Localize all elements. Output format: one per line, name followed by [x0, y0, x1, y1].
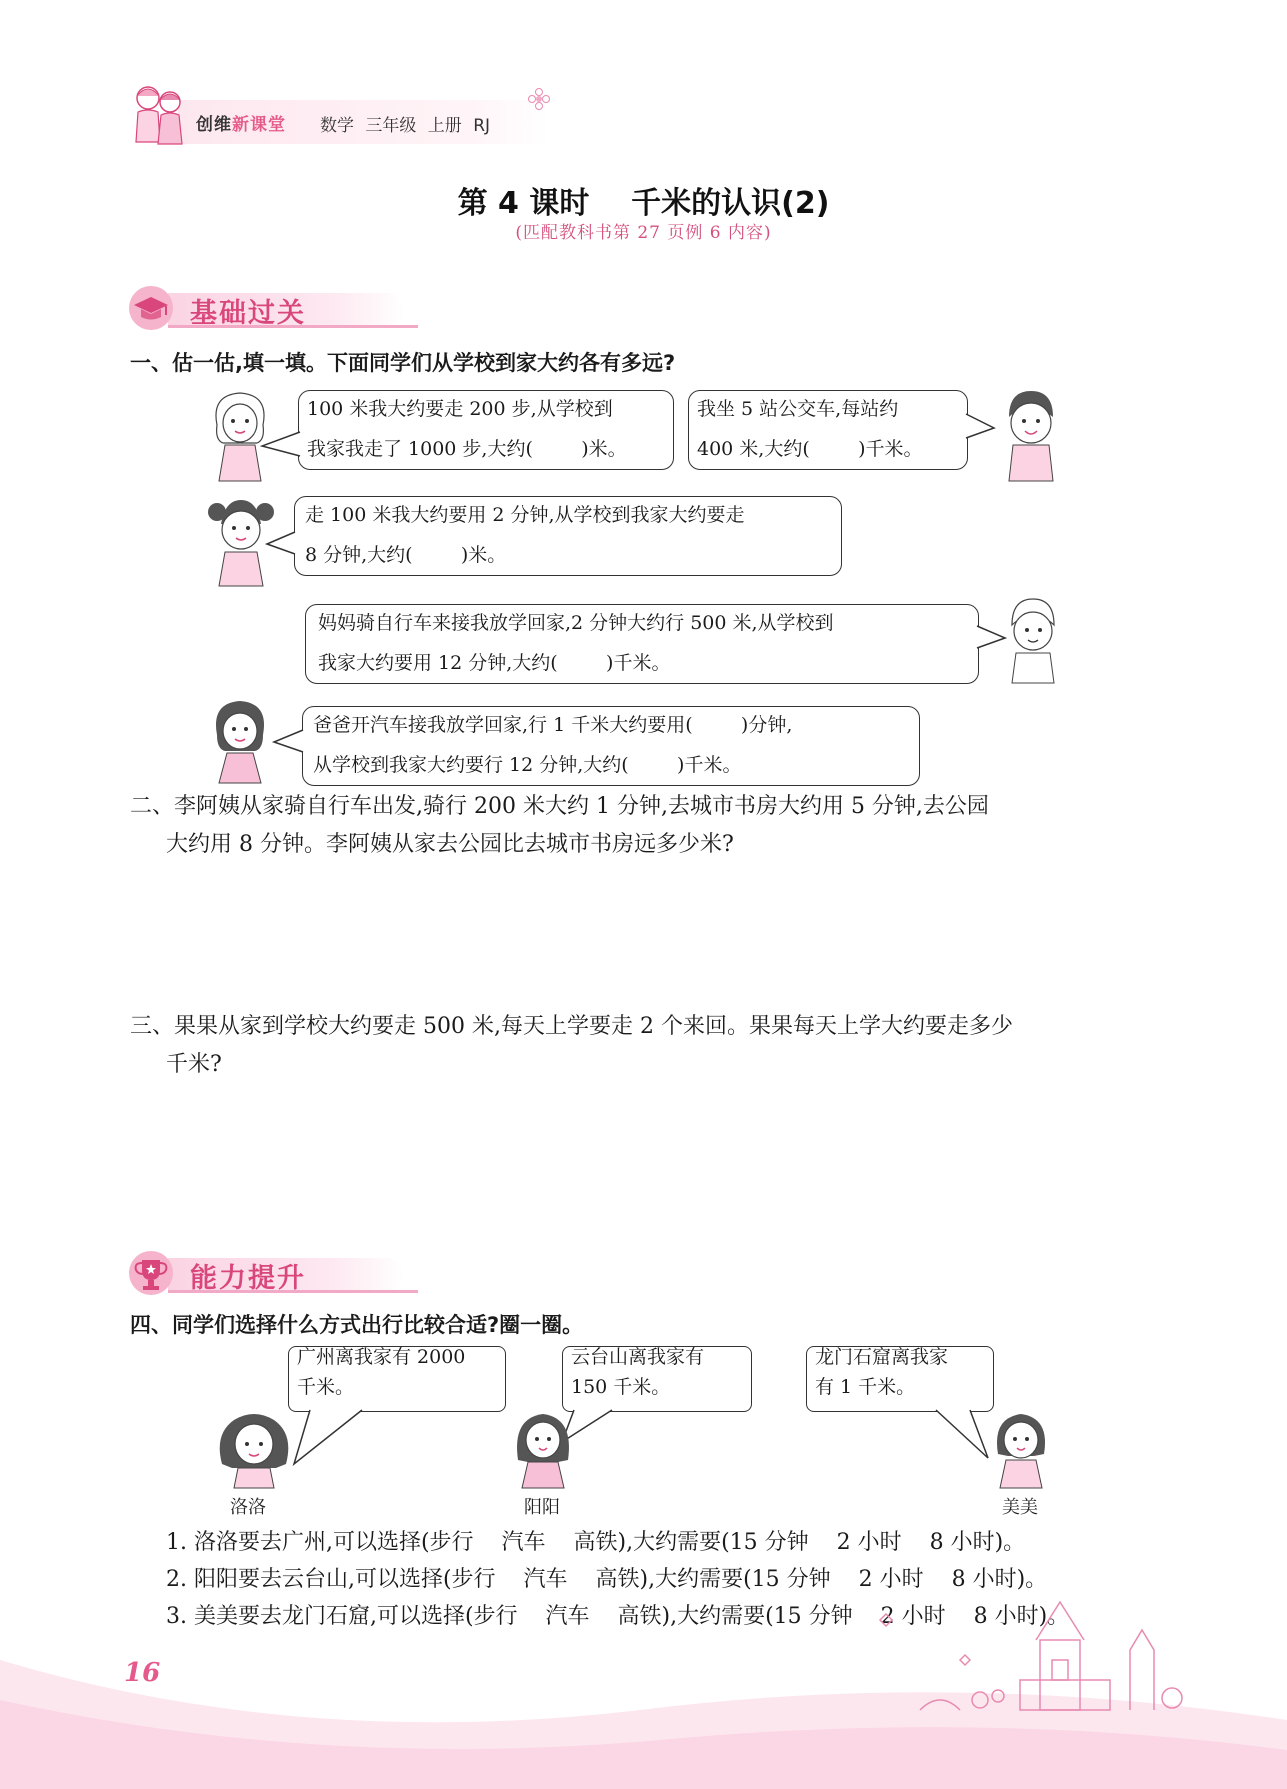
girl-luoluo-icon — [214, 1404, 294, 1490]
section-ability — [128, 1250, 428, 1298]
bubble-tail — [964, 412, 996, 442]
question-3 — [130, 1008, 1170, 1084]
question-2 — [130, 788, 1170, 864]
question-3-line-1: 三、果果从家到学校大约要走 500 米,每天上学要走 2 个来回。果果每天上学大约要走多少 — [130, 1014, 1013, 1039]
section-basic — [128, 285, 428, 333]
bubble-tail — [290, 1408, 370, 1466]
bubble-line: 广州离我家有 2000 — [297, 1346, 466, 1368]
bubble-line: 400 米,大约( )千米。 — [697, 438, 923, 460]
bubble-line: 有 1 千米。 — [815, 1376, 916, 1398]
choice-item-text: 2. 阳阳要去云台山,可以选择(步行 汽车 高铁),大约需要(15 分钟 2 小时 8 小时)。 — [166, 1567, 1048, 1592]
lesson-subtitle: (匹配教科书第 27 页例 6 内容) — [515, 223, 772, 243]
lesson-title: 第 4 课时 千米的认识(2) — [457, 186, 830, 221]
page-header — [128, 80, 548, 150]
bubble-tail — [930, 1408, 994, 1460]
page-number: 16 — [124, 1658, 161, 1688]
child-name-yangyang: 阳阳 — [524, 1497, 560, 1518]
bubble-tail — [265, 530, 297, 558]
bubble-line: 千米。 — [297, 1376, 355, 1398]
graduation-cap-icon — [128, 285, 174, 331]
trophy-icon — [128, 1250, 174, 1296]
speech-bubble-2 — [688, 390, 968, 470]
bubble-tail — [260, 430, 302, 460]
section-title: 能力提升 — [190, 1263, 306, 1294]
girl-yangyang-icon — [510, 1404, 576, 1490]
girl-meimei-icon — [988, 1404, 1054, 1490]
speech-bubble-meimei — [806, 1346, 994, 1412]
bubble-line: 150 千米。 — [571, 1376, 671, 1398]
choice-item-text: 1. 洛洛要去广州,可以选择(步行 汽车 高铁),大约需要(15 分钟 2 小时 8 小时)。 — [166, 1530, 1026, 1555]
kids-logo-icon — [128, 82, 190, 148]
bubble-line: 从学校到我家大约要行 12 分钟,大约( )千米。 — [313, 754, 742, 776]
question-3-line-2: 千米? — [166, 1052, 222, 1077]
bubble-line: 走 100 米我大约要用 2 分钟,从学校到我家大约要走 — [305, 504, 745, 526]
boy-figure-icon — [995, 385, 1065, 485]
question-2-line-1: 二、李阿姨从家骑自行车出发,骑行 200 米大约 1 分钟,去城市书房大约用 5 分钟,去公园 — [130, 794, 989, 819]
bubble-tail — [272, 728, 305, 756]
speech-bubble-3 — [294, 496, 842, 576]
choice-item — [166, 1524, 1176, 1561]
bubble-line: 8 分钟,大约( )米。 — [305, 544, 507, 566]
brand-name: 创维新课堂 — [196, 115, 286, 135]
child-name-meimei: 美美 — [1002, 1497, 1038, 1518]
question-4-prompt: 四、同学们选择什么方式出行比较合适?圈一圈。 — [130, 1313, 584, 1337]
section-title: 基础过关 — [190, 298, 306, 329]
question-2-line-2: 大约用 8 分钟。李阿姨从家去公园比去城市书房远多少米? — [166, 832, 734, 857]
speech-bubble-5 — [302, 706, 920, 786]
book-info: 数学 三年级 上册 RJ — [320, 116, 491, 136]
bubble-line: 我家我走了 1000 步,大约( )米。 — [307, 438, 627, 460]
speech-bubble-4 — [305, 604, 979, 684]
bubble-line: 妈妈骑自行车来接我放学回家,2 分钟大约行 500 米,从学校到 — [318, 612, 834, 634]
bubble-line: 我家大约要用 12 分钟,大约( )千米。 — [318, 652, 671, 674]
girl-figure-icon — [205, 695, 275, 785]
speech-bubble-1 — [298, 390, 674, 470]
bubble-line: 我坐 5 站公交车,每站约 — [697, 398, 899, 420]
bubble-line: 爸爸开汽车接我放学回家,行 1 千米大约要用( )分钟, — [313, 714, 793, 736]
bubble-line: 100 米我大约要走 200 步,从学校到 — [307, 398, 613, 420]
child-name-luoluo: 洛洛 — [230, 1497, 266, 1518]
speech-bubble-luoluo — [288, 1346, 506, 1412]
question-1-prompt: 一、估一估,填一填。下面同学们从学校到家大约各有多远? — [130, 351, 676, 375]
bubble-line: 云台山离我家有 — [571, 1346, 705, 1368]
speech-bubble-yangyang — [562, 1346, 752, 1412]
boy-figure-icon — [1000, 595, 1066, 685]
castle-decoration-icon — [860, 1580, 1190, 1740]
choice-item-text: 3. 美美要去龙门石窟,可以选择(步行 汽车 高铁),大约需要(15 分钟 2 小时 8 小时)。 — [166, 1604, 1070, 1629]
flower-icon — [528, 88, 550, 110]
bubble-line: 龙门石窟离我家 — [815, 1346, 949, 1368]
